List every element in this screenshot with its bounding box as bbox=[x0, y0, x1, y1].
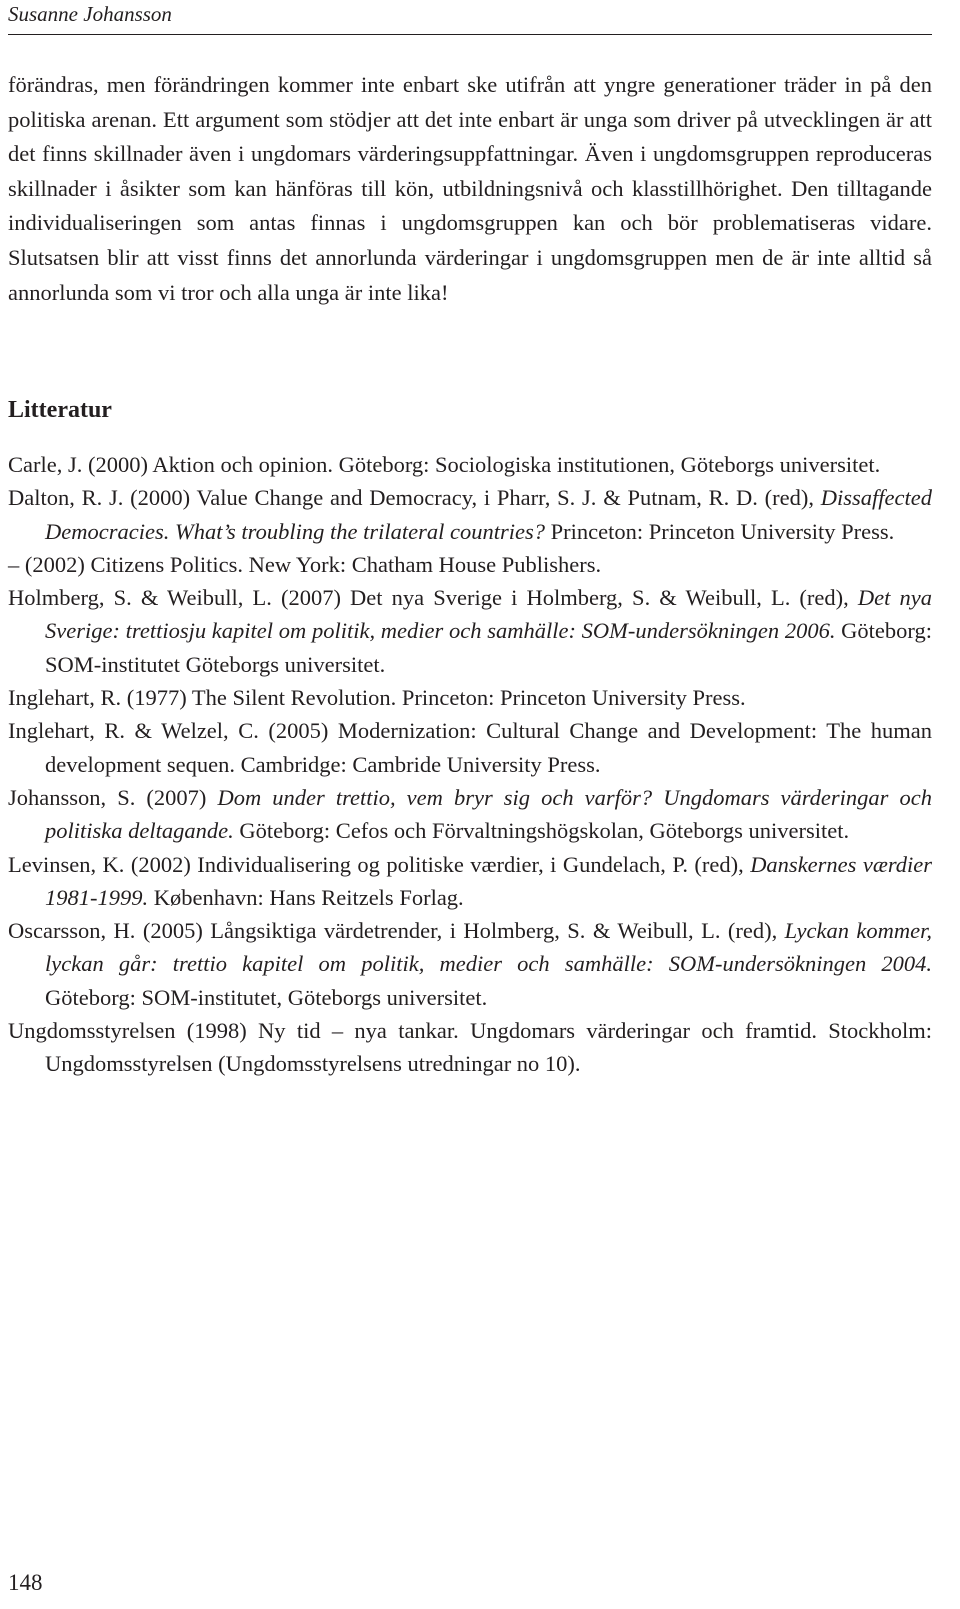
reference-inglehart-welzel-2005 bbox=[8, 714, 932, 781]
reference-dalton-2000 bbox=[8, 481, 932, 548]
reference-text: – (2002) Citizens Politics. New York: Chatham House Publishers. bbox=[8, 551, 602, 577]
reference-text: Göteborg: SOM-institutet, Göteborgs universitet. bbox=[45, 984, 488, 1010]
header-rule bbox=[8, 34, 932, 35]
reference-text: Oscarsson, H. (2005) Långsiktiga värdetrender, i Holmberg, S. & Weibull, L. (red), bbox=[8, 918, 785, 944]
reference-text: Inglehart, R. & Welzel, C. (2005) Modernization: Cultural Change and Development: The human development sequen. Cambridge: Cambride University Press. bbox=[8, 718, 932, 777]
reference-levinsen-2002 bbox=[8, 848, 932, 915]
reference-title-italic: Lyckan kommer, lyckan går: trettio kapitel om politik, medier och samhälle: SOM-undersökningen 2004. bbox=[45, 918, 932, 977]
reference-dalton-2002 bbox=[8, 548, 932, 581]
reference-title-italic: Dissaffected Democracies. What’s troubling the trilateral countries? bbox=[45, 485, 932, 544]
reference-text: Johansson, S. (2007) bbox=[8, 784, 218, 810]
reference-text: Dalton, R. J. (2000) Value Change and Democracy, i Pharr, S. J. & Putnam, R. D. (red), bbox=[8, 485, 821, 511]
reference-inglehart-1977 bbox=[8, 681, 932, 714]
reference-text: Carle, J. (2000) Aktion och opinion. Göteborg: Sociologiska institutionen, Göteborgs universitet. bbox=[8, 452, 881, 477]
reference-text: Göteborg: SOM-institutet Göteborgs universitet. bbox=[45, 618, 932, 677]
reference-text: Princeton: Princeton University Press. bbox=[544, 518, 895, 544]
reference-ungdomsstyrelsen-1998 bbox=[8, 1014, 932, 1081]
reference-holmberg-2007 bbox=[8, 581, 932, 681]
reference-title-italic: Dom under trettio, vem bryr sig och varför? Ungdomars värderingar och politiska deltagande. bbox=[45, 784, 932, 844]
reference-title-italic: Det nya Sverige: trettiosju kapitel om politik, medier och samhälle: SOM-undersökningen 2006. bbox=[45, 585, 932, 644]
reference-text: Holmberg, S. & Weibull, L. (2007) Det nya Sverige i Holmberg, S. & Weibull, L. (red), bbox=[8, 585, 858, 611]
body-paragraph: förändras, men förändringen kommer inte enbart ske utifrån att yngre generationer träder in på den politiska arenan. Ett argument som stödjer att det inte enbart är unga som driver på utvecklingen är att det finns skillnader även i ungdomars värderingsuppfattningar. Även i ungdomsgruppen reproduceras skillnader i åsikter som kan hänföras till kön, utbildningsnivå och klasstillhörighet. Den tilltagande individualiseringen som antas finnas i ungdomsgruppen kan och bör problematiseras vidare. Slutsatsen blir att visst finns det annorlunda värderingar i ungdomsgruppen men de är inte alltid så annorlunda som vi tror och alla unga är inte lika! bbox=[8, 72, 932, 305]
reference-title-italic: Danskernes værdier 1981-1999. bbox=[45, 851, 933, 910]
running-head-author: Susanne Johansson bbox=[8, 2, 172, 26]
reference-oscarsson-2005 bbox=[8, 914, 932, 1014]
reference-list bbox=[8, 448, 932, 1081]
page-number: 148 bbox=[8, 1570, 43, 1595]
reference-text: Ungdomsstyrelsen (1998) Ny tid – nya tankar. Ungdomars värderingar och framtid. Stockholm: Ungdomsstyrelsen (Ungdomsstyrelsens utredningar no 10). bbox=[8, 1018, 932, 1077]
section-heading-litteratur: Litteratur bbox=[8, 397, 112, 423]
reference-johansson-2007 bbox=[8, 781, 932, 848]
reference-text: København: Hans Reitzels Forlag. bbox=[148, 884, 464, 910]
reference-text: Levinsen, K. (2002) Individualisering og politiske værdier, i Gundelach, P. (red), bbox=[8, 851, 751, 877]
reference-text: Göteborg: Cefos och Förvaltningshögskolan, Göteborgs universitet. bbox=[233, 818, 850, 844]
reference-text: Inglehart, R. (1977) The Silent Revolution. Princeton: Princeton University Press. bbox=[8, 685, 746, 711]
reference-carle-2000 bbox=[8, 448, 932, 481]
